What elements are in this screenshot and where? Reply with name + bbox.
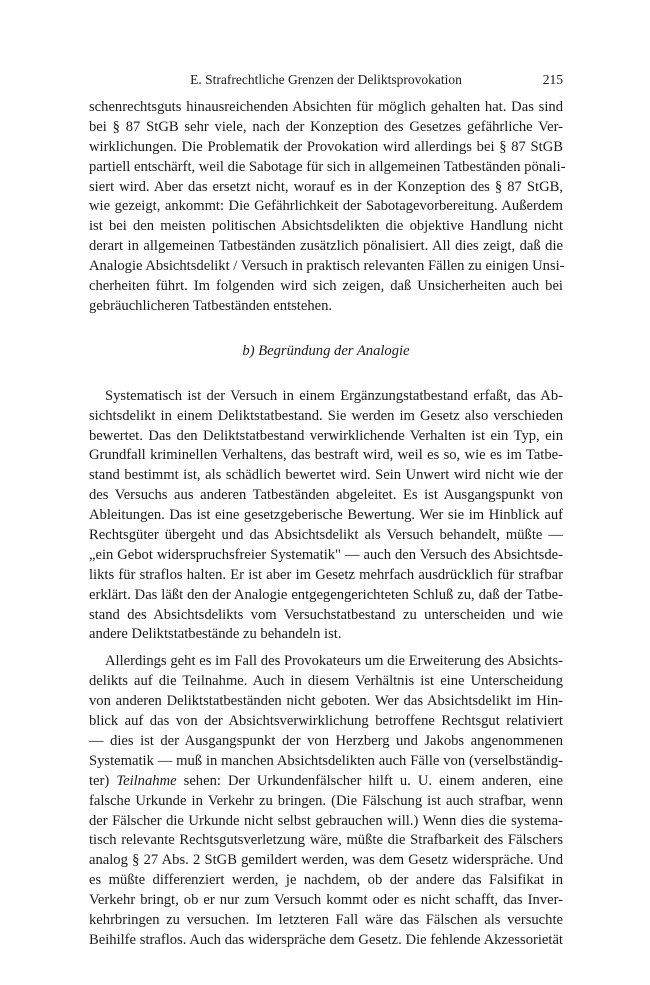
paragraph-2 — [89, 387, 563, 646]
text-line: derart in allgemeinen Tatbeständen zusätzlich pönalisiert. All dies zeigt, daß die — [89, 238, 563, 255]
text-line: Beihilfe straflos. Auch das widerspräche dem Gesetz. Die fehlende Akzessorietät — [89, 931, 563, 948]
text-line: es müßte differenziert werden, je nachdem, ob der andere das Falsifikat in — [89, 872, 563, 889]
text-line: stand des Absichtsdelikts vom Versuchstatbestand zu unterscheiden und wie — [89, 606, 563, 623]
text-line: gebräuchlicheren Tatbeständen entstehen. — [89, 297, 333, 314]
text-line: Allerdings geht es im Fall des Provokateurs um die Erweiterung des Absichts- — [105, 653, 563, 670]
running-header-title: E. Strafrechtliche Grenzen der Deliktsprovokation — [190, 72, 462, 87]
paragraph-1 — [89, 98, 566, 317]
text-line: blick auf das von der Absichtsverwirklichung betroffene Rechtsgut relativiert — [89, 713, 563, 730]
text-line: sichtsdelikt in einem Deliktstatbestand. Sie werden im Gesetz also verschieden — [89, 407, 563, 424]
text-line: andere Deliktstatbestände zu behandeln ist. — [89, 626, 342, 643]
text-line: falsche Urkunde in Verkehr zu bringen. (Die Fälschung ist auch strafbar, wenn — [89, 792, 563, 809]
text-line: ter) Teilnahme sehen: Der Urkundenfälscher hilft u. U. einem anderen, eine — [89, 772, 563, 789]
text-line: schenrechtsguts hinausreichenden Absichten für möglich gehalten hat. Das sind — [89, 99, 563, 115]
text-line: — dies ist der Ausgangspunkt der von Herzberg und Jakobs angenommenen — [89, 732, 563, 749]
text-line: wirklichungen. Die Problematik der Provokation wird allerdings bei § 87 StGB — [89, 138, 563, 155]
book-page — [89, 72, 566, 951]
text-line: Systematisch ist der Versuch in einem Ergänzungstatbestand erfaßt, das Ab- — [105, 387, 563, 404]
text-line: kehrbringen zu versuchen. Im letzteren Fall wäre das Fälschen als versuchte — [89, 911, 563, 928]
text-line: „ein Gebot widerspruchsfreier Systematik" — auch den Versuch des Absichtsde- — [89, 546, 563, 563]
text-line: Analogie Absichtsdelikt / Versuch in praktisch relevanten Fällen zu einigen Unsi- — [89, 258, 565, 275]
text-line: delikts auf die Teilnahme. Auch in diesem Verhältnis ist eine Unterscheidung — [89, 673, 563, 690]
text-line: ist bei den meisten politischen Absichtsdelikten die objektive Handlung nicht — [89, 218, 563, 235]
text-line: siert wird. Aber das ersetzt nicht, worauf es in der Konzeption des § 87 StGB, — [89, 178, 563, 195]
text-line: der Fälscher die Urkunde nicht selbst gebrauchen will.) Wenn dies die systema- — [89, 812, 563, 829]
text-line: Verkehr bringt, ob er nur zum Versuch kommt oder es nicht schafft, das Inver- — [89, 892, 563, 909]
text-line: analog § 27 Abs. 2 StGB gemildert werden, was dem Gesetz widerspräche. Und — [89, 852, 563, 869]
text-line: cherheiten führt. Im folgenden wird sich zeigen, daß Unsicherheiten auch bei — [89, 278, 563, 295]
text-line: Grundfall kriminellen Verhaltens, das bestraft wird, weil es so, wie es im Tatbe- — [89, 447, 563, 464]
text-line: Ableitungen. Das ist eine gesetzgeberische Bewertung. Wer sie im Hinblick auf — [89, 507, 563, 524]
text-line: Systematik — muß in manchen Absichtsdelikten auch Fälle von (verselbständig- — [89, 752, 563, 769]
running-header — [89, 72, 563, 94]
text-line: likts für straflos halten. Er ist aber im Gesetz mehrfach ausdrücklich für strafbar — [89, 566, 563, 583]
text-line: tisch relevante Rechtsgutsverletzung wäre, müßte die Strafbarkeit des Fälschers — [89, 832, 563, 849]
text-line: wie gezeigt, ankommt: Die Gefährlichkeit der Sabotagevorbereitung. Außerdem — [89, 198, 563, 215]
text-line: Rechtsgüter übergeht und das Absichtsdelikt als Versuch behandelt, müßte — — [89, 527, 563, 544]
paragraph-3 — [89, 652, 563, 950]
text-line: partiell entschärft, weil die Sabotage für sich in allgemeinen Tatbeständen pönali- — [89, 158, 566, 175]
text-line: des Versuchs aus anderen Tatbeständen abgeleitet. Es ist Ausgangspunkt von — [89, 487, 563, 504]
text-line: erklärt. Das läßt den der Analogie entgegengerichteten Schluß zu, daß der Tatbe- — [89, 586, 563, 603]
page-number: 215 — [542, 72, 563, 87]
body-text — [89, 98, 566, 951]
text-line: bei § 87 StGB sehr viele, nach der Konzeption des Gesetzes gefährliche Ver- — [89, 118, 563, 135]
text-line: bewertet. Das den Deliktstatbestand verwirklichende Verhalten ist ein Typ, ein — [89, 427, 563, 444]
section-heading: b) Begründung der Analogie — [242, 342, 410, 359]
text-line: stand bestimmt ist, als schädlich bewertet wird. Sein Unwert wird nicht wie der — [89, 467, 563, 484]
paragraph-gap — [89, 645, 563, 652]
text-line: von anderen Deliktstatbeständen nicht geboten. Wer das Absichtsdelikt im Hin- — [89, 693, 563, 710]
